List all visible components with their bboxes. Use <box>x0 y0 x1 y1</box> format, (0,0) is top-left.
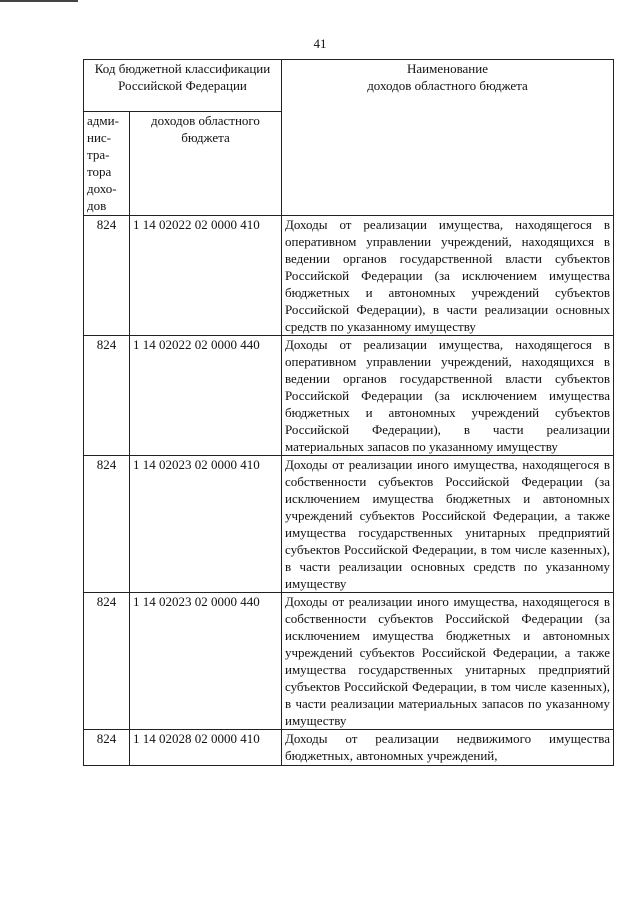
header-admin-column: адми-нис-тра-тора дохо-дов <box>84 112 130 216</box>
admin-code-cell: 824 <box>84 216 130 336</box>
admin-code-cell: 824 <box>84 336 130 456</box>
income-name-text: Доходы от реализации иного имущества, находящегося в собственности субъектов Российской Федерации (за исключением имущества бюджетных и автономных учреждений субъектов Российской Федерации, а также имущества государственных унитарных предприятий субъектов Российской Федерации, в том числе казенных), в части реализации основных средств по указанному имуществу <box>285 457 610 591</box>
table-header-row <box>84 60 614 112</box>
income-name-text: Доходы от реализации имущества, находящегося в оперативном управлении учреждений, находящихся в ведении органов государственной власти субъектов Российской Федерации (за исключением имущества бюджетных и автономных учреждений субъектов Российской Федерации), в части реализации основных средств по указанному имуществу <box>285 217 610 334</box>
income-name-cell <box>282 336 614 456</box>
budget-code-cell: 1 14 02022 02 0000 440 <box>130 336 282 456</box>
header-code-group: Код бюджетной классификации Российской Федерации <box>84 60 282 112</box>
table-row <box>84 730 614 766</box>
table-row <box>84 216 614 336</box>
income-name-text: Доходы от реализации недвижимого имущества бюджетных, автономных учреждений, <box>285 731 610 763</box>
table-row <box>84 336 614 456</box>
budget-code-cell: 1 14 02022 02 0000 410 <box>130 216 282 336</box>
income-name-text: Доходы от реализации имущества, находящегося в оперативном управлении учреждений, находящихся в ведении органов государственной власти субъектов Российской Федерации (за исключением имущества бюджетных и автономных учреждений субъектов Российской Федерации), в части реализации материальных запасов по указанному имуществу <box>285 337 610 454</box>
admin-code-cell: 824 <box>84 593 130 730</box>
budget-code-cell: 1 14 02028 02 0000 410 <box>130 730 282 766</box>
table-row <box>84 593 614 730</box>
table-body <box>84 216 614 766</box>
budget-code-cell: 1 14 02023 02 0000 440 <box>130 593 282 730</box>
table-row <box>84 456 614 593</box>
page-number: 41 <box>313 36 327 51</box>
income-name-text: Доходы от реализации иного имущества, находящегося в собственности субъектов Российской Федерации (за исключением имущества бюджетных и автономных учреждений субъектов Российской Федерации, а также имущества государственных унитарных предприятий субъектов Российской Федерации, в том числе казенных), в части реализации материальных запасов по указанному имуществу <box>285 594 610 728</box>
admin-code-cell: 824 <box>84 456 130 593</box>
header-name-line1: Наименование <box>407 61 488 76</box>
header-name-line2: доходов областного бюджета <box>367 78 528 93</box>
income-name-cell <box>282 593 614 730</box>
admin-code-cell: 824 <box>84 730 130 766</box>
income-name-cell <box>282 456 614 593</box>
header-name-column <box>282 60 614 216</box>
header-income-column: доходов областного бюджета <box>130 112 282 216</box>
income-name-cell <box>282 216 614 336</box>
budget-classification-table <box>83 59 614 766</box>
scan-mark <box>0 0 78 2</box>
income-name-cell <box>282 730 614 766</box>
budget-code-cell: 1 14 02023 02 0000 410 <box>130 456 282 593</box>
